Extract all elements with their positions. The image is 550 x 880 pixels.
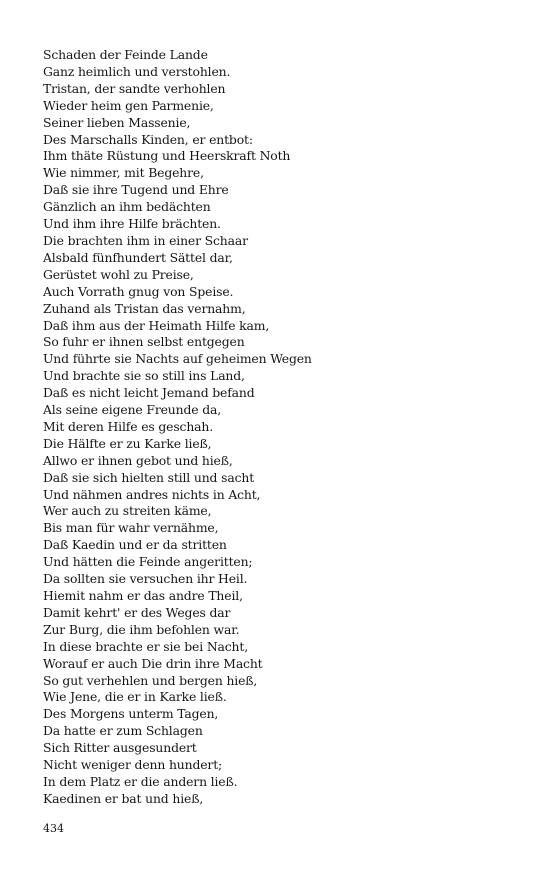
verse-line: Und brachte sie so still ins Land, — [43, 368, 245, 384]
verse-line: Da hatte er zum Schlagen — [43, 723, 203, 739]
verse-line: Allwo er ihnen gebot und hieß, — [43, 452, 233, 468]
verse-line: Daß Kaedin und er da stritten — [43, 537, 227, 553]
verse-line: Und führte sie Nachts auf geheimen Wegen — [43, 351, 312, 367]
verse-line: Kaedinen er bat und hieß, — [43, 790, 204, 806]
verse-line: In diese brachte er sie bei Nacht, — [43, 638, 249, 654]
verse-line: Und hätten die Feinde angeritten; — [43, 554, 253, 570]
verse-line: Tristan, der sandte verhohlen — [43, 80, 226, 96]
verse-line: Da sollten sie versuchen ihr Heil. — [43, 571, 248, 587]
verse-line: Hiemit nahm er das andre Theil, — [43, 588, 243, 603]
verse-line: Nicht weniger denn hundert; — [43, 757, 223, 773]
verse-line: Zur Burg, die ihm befohlen war. — [43, 621, 240, 637]
verse-line: Wieder heim gen Parmenie, — [43, 97, 214, 113]
verse-line: Damit kehrt' er des Weges dar — [43, 604, 231, 620]
verse-line: Die brachten ihm in einer Schaar — [43, 232, 248, 248]
verse-line: Als seine eigene Freunde da, — [43, 402, 221, 418]
verse-line: So gut verhehlen und bergen hieß, — [43, 672, 258, 688]
verse-line: Schaden der Feinde Lande — [43, 47, 208, 62]
verse-line: Ihm thäte Rüstung und Heerskraft Noth — [43, 148, 291, 164]
verse-line: Sich Ritter ausgesundert — [43, 740, 197, 756]
verse-line: Mit deren Hilfe es geschah. — [43, 418, 214, 434]
verse-line: Gänzlich an ihm bedächten — [43, 199, 211, 215]
verse-line: In dem Platz er die andern ließ. — [43, 773, 238, 789]
verse-line: Des Marschalls Kinden, er entbot: — [43, 131, 253, 147]
page-number: 434 — [43, 822, 64, 835]
verse-line: Worauf er auch Die drin ihre Macht — [43, 655, 263, 671]
verse-line: Wer auch zu streiten käme, — [43, 503, 212, 519]
verse-line: Bis man für wahr vernähme, — [43, 520, 219, 536]
verse-line: Und ihm ihre Hilfe brächten. — [43, 216, 221, 232]
verse-line: Daß es nicht leicht Jemand befand — [43, 385, 255, 401]
verse-text — [43, 47, 312, 808]
verse-line: Des Morgens unterm Tagen, — [43, 706, 219, 722]
verse-line: Gerüstet wohl zu Preise, — [43, 266, 194, 282]
verse-line: Daß sie sich hielten still und sacht — [43, 469, 255, 485]
verse-line: So fuhr er ihnen selbst entgegen — [43, 334, 245, 350]
verse-line: Die Hälfte er zu Karke ließ, — [43, 435, 212, 451]
verse-line: Seiner lieben Massenie, — [43, 114, 191, 130]
verse-line: Und nähmen andres nichts in Acht, — [43, 486, 261, 502]
verse-line: Zuhand als Tristan das vernahm, — [43, 300, 246, 316]
verse-line: Daß sie ihre Tugend und Ehre — [43, 182, 229, 198]
verse-line: Wie Jene, die er in Karke ließ. — [43, 689, 227, 705]
verse-line: Wie nimmer, mit Begehre, — [43, 165, 204, 181]
verse-line: Auch Vorrath gnug von Speise. — [43, 283, 234, 299]
verse-line: Daß ihm aus der Heimath Hilfe kam, — [43, 317, 270, 333]
verse-line: Alsbald fünfhundert Sättel dar, — [43, 249, 233, 265]
verse-line: Ganz heimlich und verstohlen. — [43, 63, 231, 79]
